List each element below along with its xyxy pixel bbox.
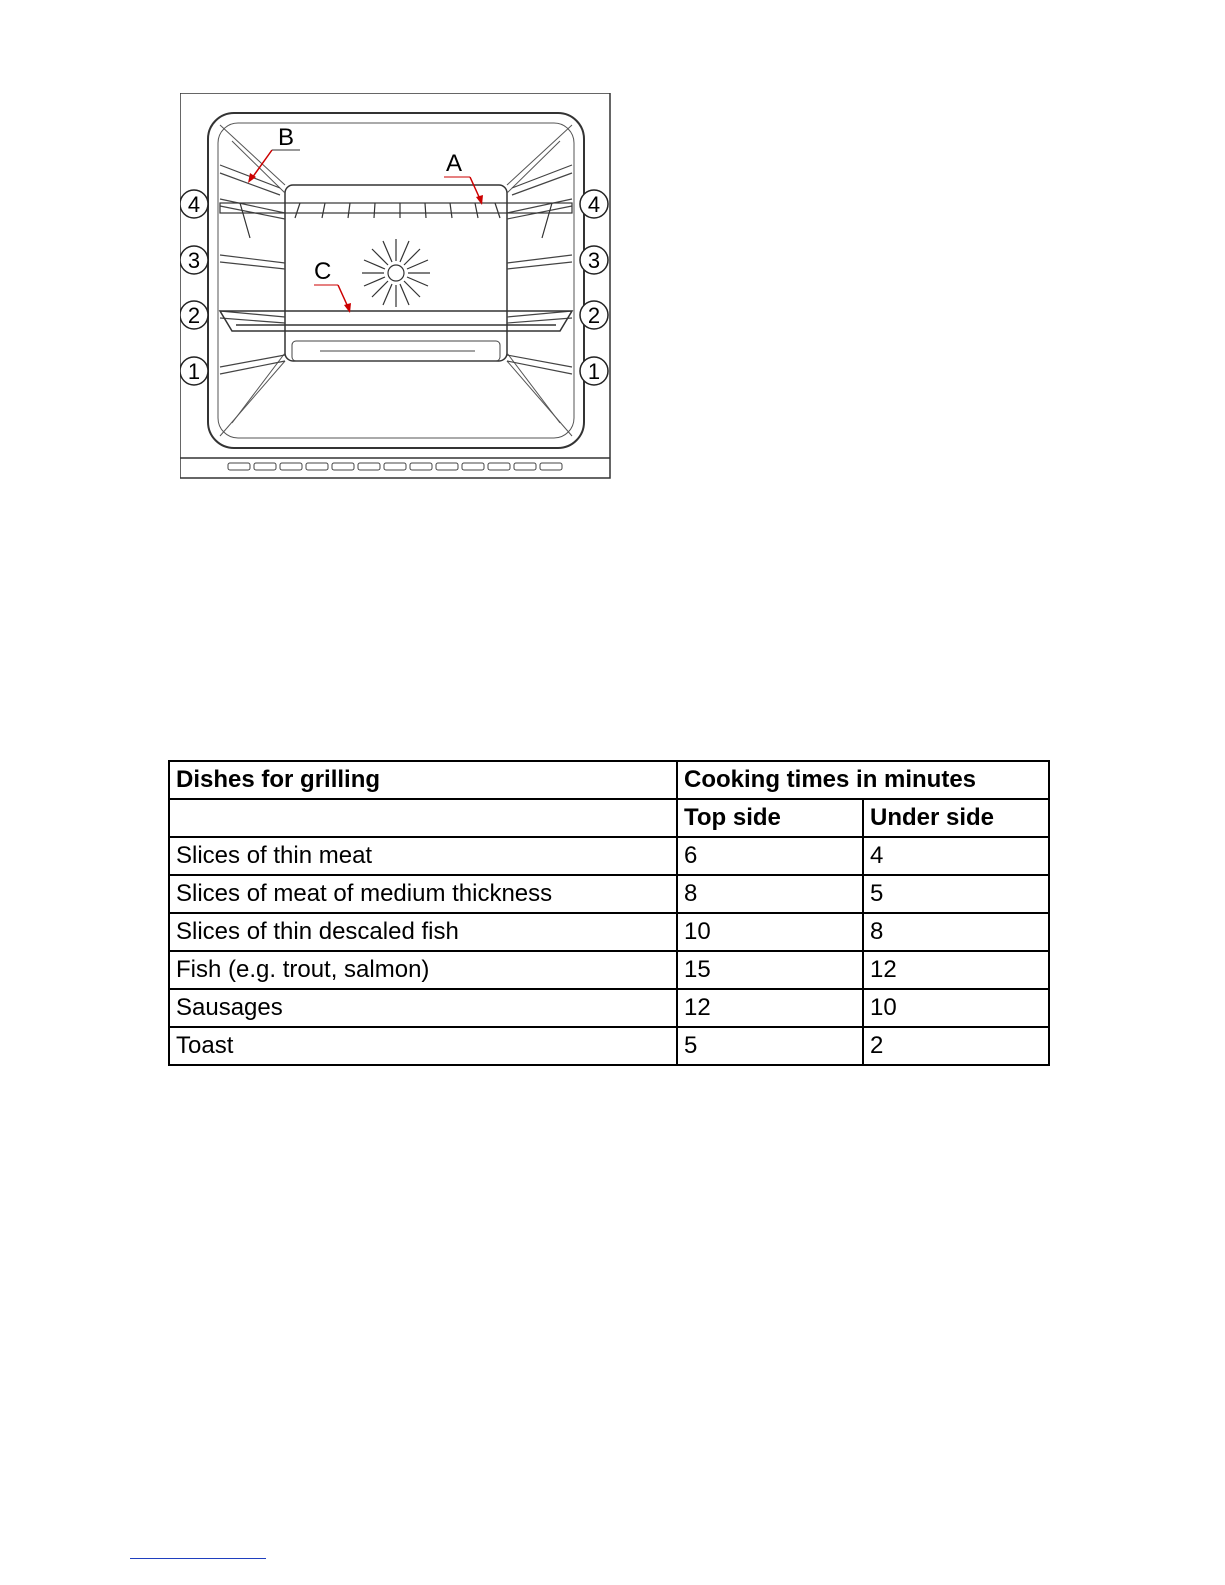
table-row bbox=[169, 989, 1049, 1027]
dish-cell: Slices of thin meat bbox=[169, 837, 677, 875]
table-row bbox=[169, 1027, 1049, 1065]
top-time-cell: 12 bbox=[677, 989, 863, 1027]
top-time-cell: 6 bbox=[677, 837, 863, 875]
baking-tray bbox=[220, 311, 572, 331]
dish-cell: Slices of meat of medium thickness bbox=[169, 875, 677, 913]
right-rails bbox=[507, 165, 572, 374]
shelf-levels-left bbox=[180, 190, 208, 385]
left-rails bbox=[220, 165, 285, 374]
shelf-level-label: 2 bbox=[587, 303, 601, 328]
table-row bbox=[169, 951, 1049, 989]
under-time-cell: 5 bbox=[863, 875, 1049, 913]
shelf-level-label: 4 bbox=[587, 192, 601, 217]
header-dishes: Dishes for grilling bbox=[169, 761, 677, 799]
top-time-cell: 8 bbox=[677, 875, 863, 913]
dish-cell: Toast bbox=[169, 1027, 677, 1065]
dish-cell: Fish (e.g. trout, salmon) bbox=[169, 951, 677, 989]
under-time-cell: 8 bbox=[863, 913, 1049, 951]
header-cooking-times: Cooking times in minutes bbox=[677, 761, 1049, 799]
callout-c bbox=[314, 258, 351, 313]
under-time-cell: 10 bbox=[863, 989, 1049, 1027]
shelf-level-label: 2 bbox=[187, 303, 201, 328]
shelf-level-label: 4 bbox=[187, 192, 201, 217]
table-header-row bbox=[169, 761, 1049, 799]
dish-cell: Sausages bbox=[169, 989, 677, 1027]
outer-frame bbox=[180, 93, 610, 478]
callout-c-label: C bbox=[314, 258, 332, 285]
oven-diagram-svg bbox=[180, 93, 612, 483]
header-top-side: Top side bbox=[677, 799, 863, 837]
wire-rack bbox=[220, 203, 572, 238]
footer-rule bbox=[130, 1558, 266, 1559]
top-time-cell: 10 bbox=[677, 913, 863, 951]
callout-b-label: B bbox=[278, 124, 295, 151]
table-row bbox=[169, 837, 1049, 875]
oven-interior-diagram bbox=[180, 93, 612, 483]
table-row bbox=[169, 875, 1049, 913]
callout-a-label: A bbox=[446, 150, 463, 177]
table-subheader-row bbox=[169, 799, 1049, 837]
table-row bbox=[169, 913, 1049, 951]
top-time-cell: 15 bbox=[677, 951, 863, 989]
shelf-level-label: 1 bbox=[187, 359, 201, 384]
top-time-cell: 5 bbox=[677, 1027, 863, 1065]
under-time-cell: 2 bbox=[863, 1027, 1049, 1065]
header-under-side: Under side bbox=[863, 799, 1049, 837]
fan bbox=[362, 239, 430, 307]
callout-a bbox=[444, 150, 483, 205]
header-empty bbox=[169, 799, 677, 837]
shelf-level-label: 3 bbox=[587, 248, 601, 273]
dish-cell: Slices of thin descaled fish bbox=[169, 913, 677, 951]
shelf-level-label: 1 bbox=[587, 359, 601, 384]
under-time-cell: 12 bbox=[863, 951, 1049, 989]
under-time-cell: 4 bbox=[863, 837, 1049, 875]
callout-b bbox=[248, 124, 300, 183]
door-vents bbox=[228, 463, 562, 470]
grilling-times-table bbox=[168, 760, 1050, 1066]
shelf-level-label: 3 bbox=[187, 248, 201, 273]
